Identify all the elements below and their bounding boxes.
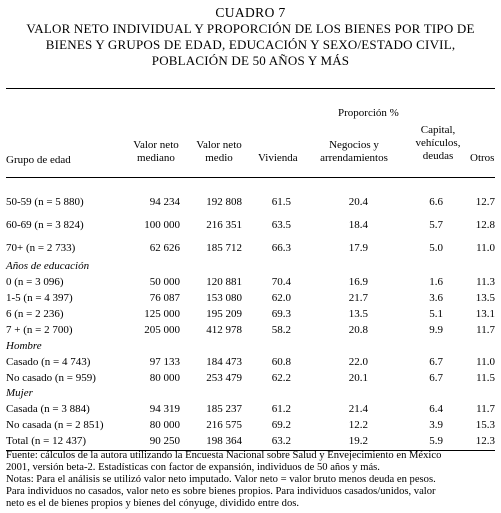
- footnote-notes-1: Notas: Para el análisis se utilizó valor neto imputado. Valor neto = valor bruto menos deuda en pesos.: [6, 474, 436, 485]
- cell-valor-medio: 216 351: [206, 219, 242, 231]
- cell-otros: 11.5: [476, 372, 495, 384]
- cell-vivienda: 69.2: [271, 419, 291, 431]
- cell-capital: 3.9: [429, 419, 443, 431]
- row-label: 6 (n = 2 236): [6, 308, 64, 320]
- cell-valor-medio: 195 209: [206, 308, 242, 320]
- table-number: CUADRO 7: [215, 5, 286, 20]
- cell-valor-mediano: 80 000: [149, 372, 180, 384]
- cell-otros: 11.7: [476, 324, 495, 336]
- cell-vivienda: 60.8: [271, 356, 291, 368]
- cell-vivienda: 63.5: [271, 219, 291, 231]
- section-educacion: Años de educación: [6, 260, 90, 272]
- cell-vivienda: 66.3: [271, 242, 291, 254]
- title-line-3: POBLACIÓN DE 50 AÑOS Y MÁS: [151, 53, 350, 68]
- cell-valor-mediano: 94 319: [149, 403, 180, 415]
- header-valor-medio: Valor neto medio: [196, 139, 242, 164]
- table-row: [0, 196, 501, 209]
- cell-valor-medio: 198 364: [206, 435, 242, 447]
- cell-otros: 12.8: [475, 219, 495, 231]
- table-row: [0, 308, 501, 321]
- cell-vivienda: 61.5: [271, 196, 291, 208]
- row-label: No casado (n = 959): [6, 372, 96, 384]
- row-label: 0 (n = 3 096): [6, 276, 64, 288]
- cell-negocios: 16.9: [348, 276, 368, 288]
- footnote-notes-2: Para individuos no casados, valor neto es sobre bienes propios. Para individuos casados/unidos, valor: [6, 486, 436, 497]
- cell-vivienda: 62.0: [271, 292, 291, 304]
- cell-otros: 11.3: [476, 276, 495, 288]
- row-label: 50-59 (n = 5 880): [6, 196, 84, 208]
- row-label: Total (n = 12 437): [6, 435, 86, 447]
- table-title: [0, 5, 501, 69]
- cell-capital: 5.1: [429, 308, 443, 320]
- cell-vivienda: 62.2: [271, 372, 291, 384]
- cell-valor-medio: 185 712: [206, 242, 242, 254]
- cell-negocios: 20.4: [348, 196, 368, 208]
- cell-negocios: 20.8: [348, 324, 368, 336]
- cell-valor-mediano: 50 000: [149, 276, 180, 288]
- cell-otros: 13.5: [475, 292, 495, 304]
- header-capital: Capital, vehículos, deudas: [415, 124, 461, 162]
- cell-negocios: 21.4: [348, 403, 368, 415]
- cell-valor-mediano: 94 234: [149, 196, 180, 208]
- table-row: [0, 403, 501, 416]
- cell-negocios: 18.4: [348, 219, 368, 231]
- cell-valor-medio: 120 881: [206, 276, 242, 288]
- row-label: No casada (n = 2 851): [6, 419, 104, 431]
- cell-otros: 11.0: [476, 356, 495, 368]
- table-row: [0, 372, 501, 385]
- cell-valor-mediano: 76 087: [149, 292, 180, 304]
- title-line-1: VALOR NETO INDIVIDUAL Y PROPORCIÓN DE LOS BIENES POR TIPO DE: [26, 21, 475, 36]
- cell-valor-medio: 216 575: [206, 419, 242, 431]
- table-row: [0, 324, 501, 337]
- cell-negocios: 20.1: [348, 372, 368, 384]
- cell-capital: 9.9: [429, 324, 443, 336]
- row-label: Casado (n = 4 743): [6, 356, 91, 368]
- cell-otros: 12.7: [475, 196, 495, 208]
- cell-vivienda: 69.3: [271, 308, 291, 320]
- cell-valor-medio: 253 479: [206, 372, 242, 384]
- cell-otros: 15.3: [475, 419, 495, 431]
- cell-capital: 6.7: [429, 356, 443, 368]
- row-label: 60-69 (n = 3 824): [6, 219, 84, 231]
- footnote-source-2: 2001, versión beta-2. Estadísticas con factor de expansión, individuos de 50 años y más.: [6, 462, 380, 473]
- row-label: 70+ (n = 2 733): [6, 242, 76, 254]
- cell-negocios: 21.7: [348, 292, 368, 304]
- cell-valor-mediano: 97 133: [149, 356, 180, 368]
- cell-vivienda: 58.2: [271, 324, 291, 336]
- table-row: [0, 219, 501, 232]
- header-proporcion: Proporción %: [338, 107, 399, 119]
- cell-valor-medio: 192 808: [206, 196, 242, 208]
- title-line-2: BIENES Y GRUPOS DE EDAD, EDUCACIÓN Y SEXO/ESTADO CIVIL,: [45, 37, 456, 52]
- cell-capital: 6.6: [429, 196, 443, 208]
- cell-negocios: 19.2: [348, 435, 368, 447]
- row-label: 7 + (n = 2 700): [6, 324, 73, 336]
- header-rule: [6, 177, 495, 178]
- cell-valor-mediano: 125 000: [144, 308, 180, 320]
- cell-valor-medio: 184 473: [206, 356, 242, 368]
- cell-negocios: 12.2: [348, 419, 368, 431]
- cell-valor-mediano: 62 626: [149, 242, 180, 254]
- table-row: [0, 419, 501, 432]
- table-row: [0, 356, 501, 369]
- header-valor-mediano: Valor neto mediano: [133, 139, 179, 164]
- cell-vivienda: 63.2: [271, 435, 291, 447]
- section-mujer: Mujer: [6, 387, 33, 399]
- header-negocios: Negocios y arrendamientos: [320, 139, 388, 164]
- table-row: [0, 292, 501, 305]
- cell-otros: 11.7: [476, 403, 495, 415]
- cell-vivienda: 61.2: [271, 403, 291, 415]
- cell-vivienda: 70.4: [271, 276, 291, 288]
- cell-capital: 3.6: [429, 292, 443, 304]
- cell-valor-mediano: 205 000: [144, 324, 180, 336]
- cell-valor-medio: 153 080: [206, 292, 242, 304]
- cell-capital: 5.0: [429, 242, 443, 254]
- cell-capital: 5.9: [429, 435, 443, 447]
- table-row: [0, 276, 501, 289]
- cell-valor-mediano: 90 250: [149, 435, 180, 447]
- cell-valor-mediano: 100 000: [144, 219, 180, 231]
- cell-otros: 12.3: [475, 435, 495, 447]
- section-hombre: Hombre: [6, 340, 42, 352]
- cell-negocios: 17.9: [348, 242, 368, 254]
- header-vivienda: Vivienda: [258, 152, 298, 164]
- cell-otros: 13.1: [475, 308, 495, 320]
- cell-negocios: 13.5: [348, 308, 368, 320]
- cell-negocios: 22.0: [348, 356, 368, 368]
- table-row: [0, 242, 501, 255]
- row-label: Casada (n = 3 884): [6, 403, 90, 415]
- cell-capital: 6.7: [429, 372, 443, 384]
- cell-valor-medio: 412 978: [206, 324, 242, 336]
- top-rule: [6, 88, 495, 89]
- header-grupo-de-edad: Grupo de edad: [6, 154, 71, 166]
- row-label: 1-5 (n = 4 397): [6, 292, 73, 304]
- footnote-notes-3: neto es el de bienes propios y bienes del cónyuge, dividido entre dos.: [6, 498, 300, 509]
- header-otros: Otros: [470, 152, 495, 164]
- cell-otros: 11.0: [476, 242, 495, 254]
- cell-valor-mediano: 80 000: [149, 419, 180, 431]
- table-row-total: [0, 435, 501, 448]
- cell-capital: 5.7: [429, 219, 443, 231]
- cell-valor-medio: 185 237: [206, 403, 242, 415]
- cell-capital: 6.4: [429, 403, 443, 415]
- cell-capital: 1.6: [429, 276, 443, 288]
- footnote-source-1: Fuente: cálculos de la autora utilizando la Encuesta Nacional sobre Salud y Envejecimiento en México: [6, 450, 442, 461]
